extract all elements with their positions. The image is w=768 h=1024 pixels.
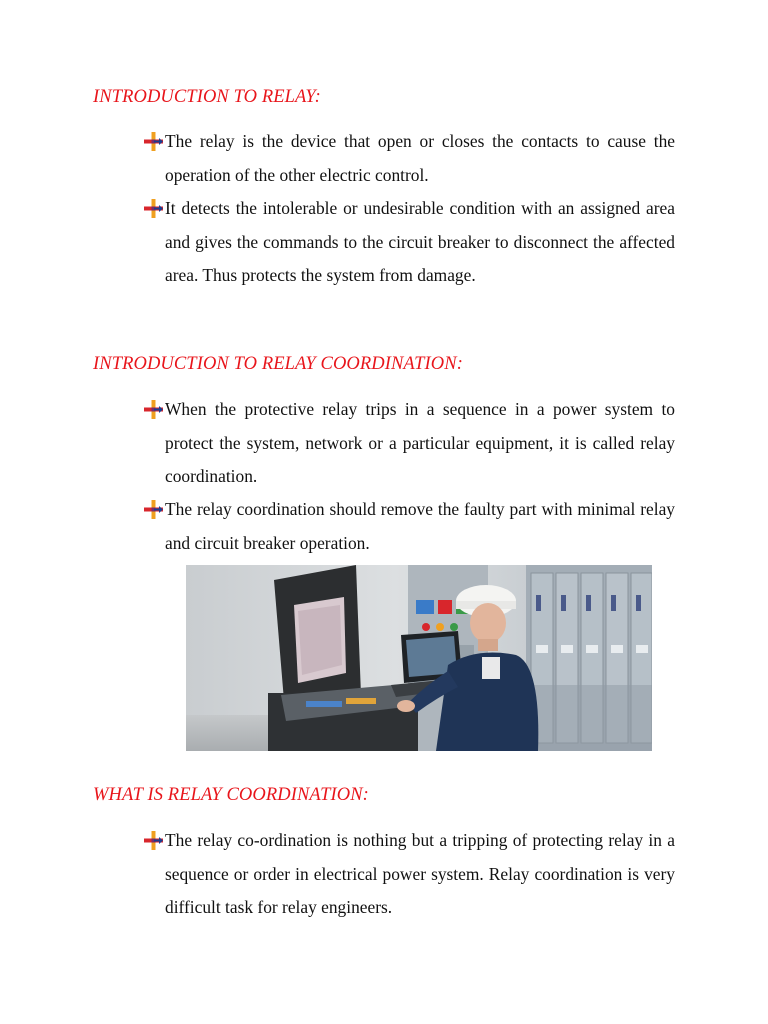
bullet-item [144, 125, 675, 192]
section-heading-what-is-relay-coordination: WHAT IS RELAY COORDINATION: [93, 785, 369, 805]
bullet-item [144, 192, 675, 293]
bullet-item [144, 393, 675, 494]
bullet-text: It detects the intolerable or undesirable condition with an assigned area and gives the commands to the circuit breaker to disconnect the affected area. Thus protects the system from damage. [165, 198, 675, 285]
bullet-text: When the protective relay trips in a sequence in a power system to protect the system, network or a particular equipment, it is called relay coordination. [165, 399, 675, 486]
engineer-at-relay-test-panel-photo [186, 565, 652, 751]
bullet-item [144, 824, 675, 925]
section-heading-introduction-to-relay-coordination: INTRODUCTION TO RELAY COORDINATION: [93, 354, 463, 374]
bullet-text: The relay is the device that open or closes the contacts to cause the operation of the other electric control. [165, 131, 675, 185]
section-heading-introduction-to-relay: INTRODUCTION TO RELAY: [93, 87, 321, 107]
plus-arrow-bullet-icon [144, 400, 163, 419]
bullet-text: The relay co-ordination is nothing but a tripping of protecting relay in a sequence or order in electrical power system. Relay coordination is very difficult task for relay engineers. [165, 830, 675, 917]
plus-arrow-bullet-icon [144, 500, 163, 519]
bullet-item [144, 493, 675, 560]
plus-arrow-bullet-icon [144, 831, 163, 850]
bullet-text: The relay coordination should remove the faulty part with minimal relay and circuit breaker operation. [165, 499, 675, 553]
plus-arrow-bullet-icon [144, 132, 163, 151]
plus-arrow-bullet-icon [144, 199, 163, 218]
